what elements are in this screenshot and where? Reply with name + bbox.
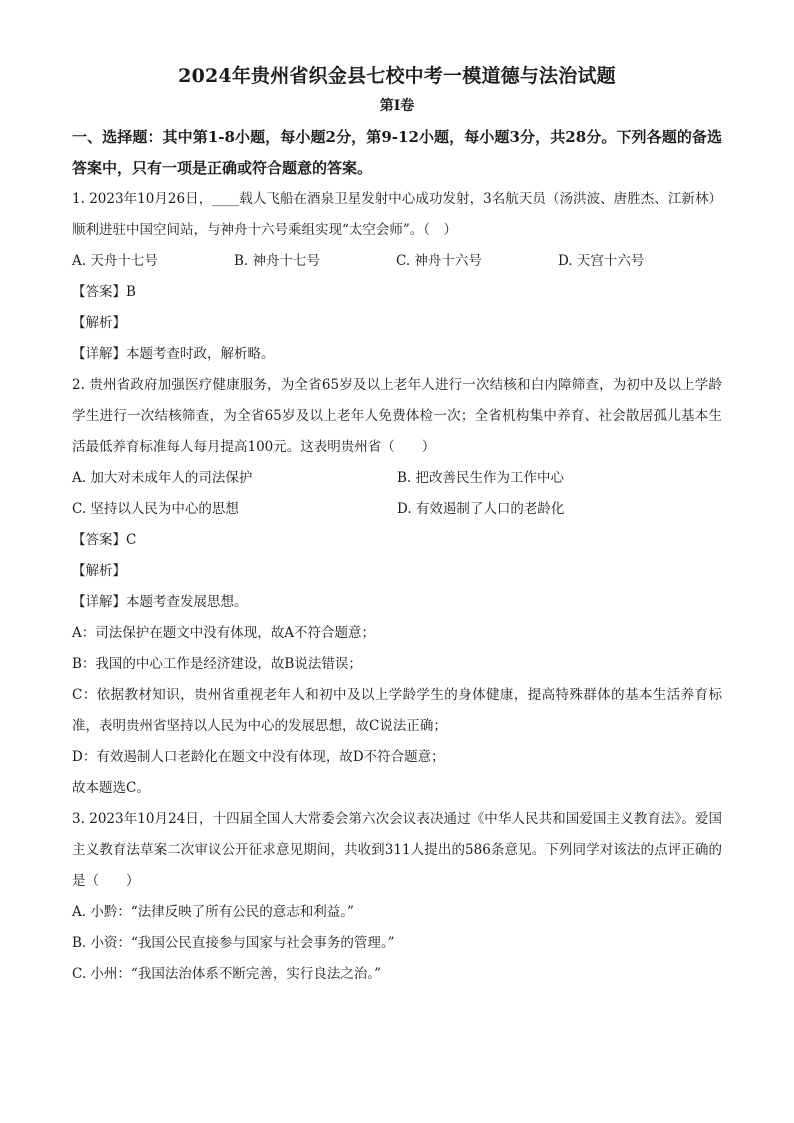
question-2-detail: 【详解】本题考查发展思想。 — [72, 594, 248, 610]
question-2-option-a: A. 加大对未成年人的司法保护 — [72, 470, 253, 486]
question-2-note-c: C：依据教材知识，贵州省重视老年人和初中及以上学龄学生的身体健康，提高特殊群体的基本生活养育标准，表明贵州省坚持以人民为中心的发展思想，故C说法正确； — [72, 687, 722, 734]
question-3-option-a: A. 小黔：“法律反映了所有公民的意志和利益。” — [72, 904, 354, 920]
question-1-option-c: C. 神舟十六号 — [396, 253, 482, 269]
question-2-option-b: B. 把改善民生作为工作中心 — [397, 470, 565, 486]
question-1-answer: 【答案】B — [72, 284, 136, 300]
question-3-stem: 3. 2023年10月24日，十四届全国人大常委会第六次会议表决通过《中华人民共和国爱国主义教育法》。爱国主义教育法草案二次审议公开征求意见期间，共收到311人提出的586条意见。下列同学对该法的点评正确的是（ ） — [72, 811, 722, 889]
question-2-note-d: D：有效遏制人口老龄化在题文中没有体现，故D不符合题意； — [72, 749, 445, 765]
question-2-answer: 【答案】C — [72, 532, 137, 548]
question-2-option-d: D. 有效遏制了人口的老龄化 — [397, 501, 565, 517]
question-1-stem: 1. 2023年10月26日，____载人飞船在酒泉卫星发射中心成功发射，3名航天员（汤洪波、唐胜杰、江新林）顺利进驻中国空间站，与神舟十六号乘组实现“太空会师”。（ ） — [72, 191, 722, 238]
question-1-analysis: 【解析】 — [72, 315, 126, 331]
question-1-detail: 【详解】本题考查时政，解析略。 — [72, 346, 275, 362]
question-2-options-row-1 — [72, 463, 722, 494]
document-page — [72, 62, 722, 990]
question-2-conclusion: 故本题选C。 — [72, 780, 150, 796]
question-1-option-b: B. 神舟十七号 — [234, 253, 321, 269]
question-3-option-c: C. 小州：“我国法治体系不断完善，实行良法之治。” — [72, 966, 381, 982]
question-2-options-row-2 — [72, 494, 722, 525]
question-1-option-a: A. 天舟十七号 — [72, 253, 158, 269]
question-3-option-b: B. 小资：“我国公民直接参与国家与社会事务的管理。” — [72, 935, 395, 951]
question-1-option-d: D. 天宫十六号 — [558, 253, 645, 269]
document-title: 2024年贵州省织金县七校中考一模道德与法治试题 — [178, 65, 616, 87]
question-2-analysis: 【解析】 — [72, 563, 126, 579]
question-2-note-a: A：司法保护在题文中没有体现，故A不符合题意； — [72, 625, 375, 641]
section-heading: 一、选择题：其中第1-8小题，每小题2分，第9-12小题，每小题3分，共28分。下列各题的备选答案中，只有一项是正确或符合题意的答案。 — [72, 128, 722, 177]
volume-title: 第Ⅰ卷 — [379, 98, 415, 114]
question-1-options — [72, 246, 722, 277]
question-2-note-b: B：我国的中心工作是经济建设，故B说法错误； — [72, 656, 362, 672]
question-2-stem: 2. 贵州省政府加强医疗健康服务，为全省65岁及以上老年人进行一次结核和白内障筛查，为初中及以上学龄学生进行一次结核筛查，为全省65岁及以上老年人免费体检一次；全省机构集中养育、社会散居孤儿基本生活最低养育标准每人每月提高100元。这表明贵州省（ ） — [72, 377, 722, 455]
question-2-option-c: C. 坚持以人民为中心的思想 — [72, 501, 239, 517]
